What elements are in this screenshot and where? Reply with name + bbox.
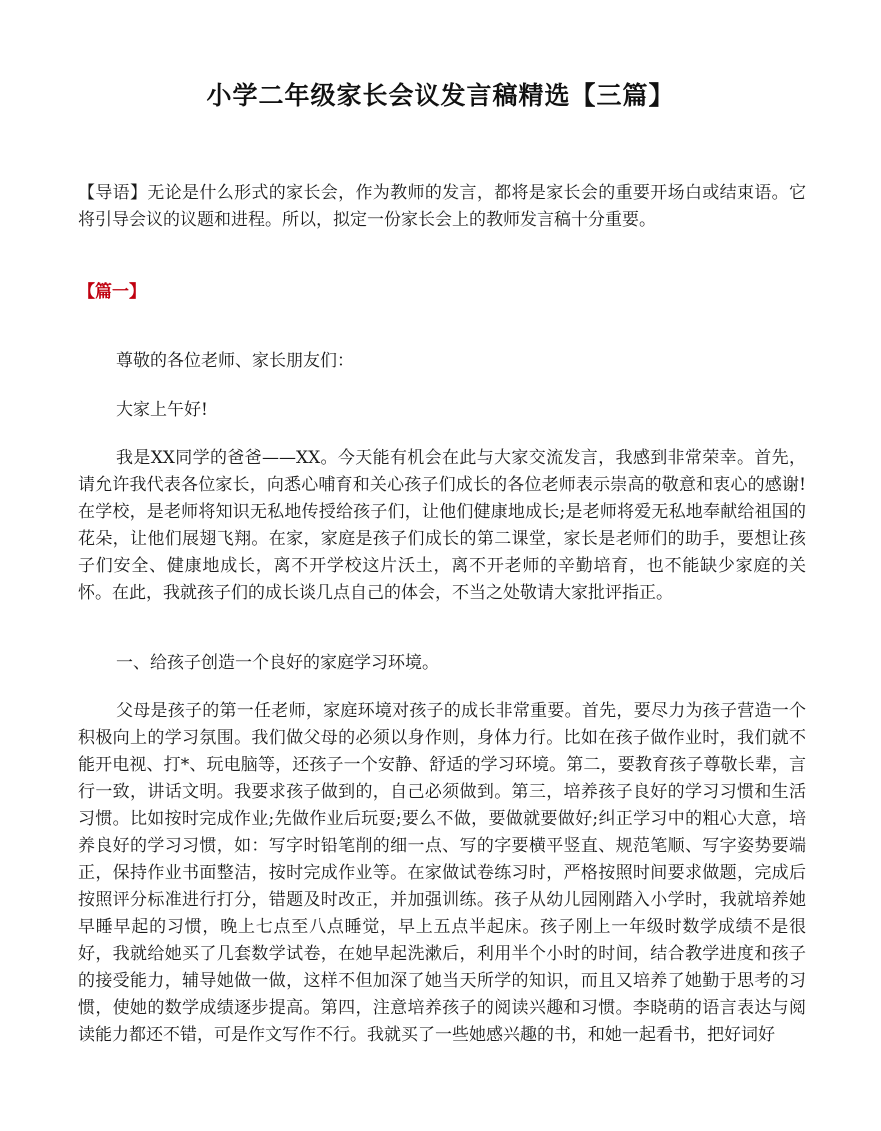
- document-title: 小学二年级家长会议发言稿精选【三篇】: [206, 81, 675, 110]
- salutation-paragraph: 大家上午好!: [116, 400, 208, 420]
- point-one-paragraph: 父母是孩子的第一任老师，家庭环境对孩子的成长非常重要。首先，要尽力为孩子营造一个积极向上的学习氛围。我们做父母的必须以身作则，身体力行。比如在孩子做作业时，我们就不能开电视、打*、玩电脑等，还孩子一个安静、舒适的学习环境。第二，要教育孩子尊敬长辈，言行一致，讲话文明。我要求孩子做到的，自己必须做到。第三，培养孩子良好的学习习惯和生活习惯。比如按时完成作业;先做作业后玩耍;要么不做，要做就要做好;纠正学习中的粗心大意，培养良好的学习习惯，如：写字时铅笔削的细一点、写的字要横平竖直、规范笔顺、写字姿势要端正，保持作业书面整洁，按时完成作业等。在家做试卷练习时，严格按照时间要求做题，完成后按照评分标准进行打分，错题及时改正，并加强训练。孩子从幼儿园刚踏入小学时，我就培养她早睡早起的习惯，晚上七点至八点睡觉，早上五点半起床。孩子刚上一年级时数学成绩不是很好，我就给她买了几套数学试卷，在她早起洗漱后，利用半个小时的时间，结合教学进度和孩子的接受能力，辅导她做一做，这样不但加深了她当天所学的知识，而且又培养了她勤于思考的习惯，使她的数学成绩逐步提高。第四，注意培养孩子的阅读兴趣和习惯。李晓萌的语言表达与阅读能力都还不错，可是作文写作不行。我就买了一些她感兴趣的书，和她一起看书，把好词好: [78, 701, 806, 1045]
- opening-paragraph: 我是XX同学的爸爸——XX。今天能有机会在此与大家交流发言，我感到非常荣幸。首先，请允许我代表各位家长，向悉心哺育和关心孩子们成长的各位老师表示崇高的敬意和衷心的感谢!在学校，是老师将知识无私地传授给孩子们，让他们健康地成长;是老师将爱无私地奉献给祖国的花朵，让他们展翅飞翔。在家，家庭是孩子们成长的第二课堂，家长是老师们的助手，要想让孩子们安全、健康地成长，离不开学校这片沃土，离不开老师的辛勤培育，也不能缺少家庭的关怀。在此，我就孩子们的成长谈几点自己的体会，不当之处敬请大家批评指正。: [78, 448, 806, 603]
- point-one-heading: 一、给孩子创造一个良好的家庭学习环境。: [116, 653, 439, 673]
- greeting-paragraph: 尊敬的各位老师、家长朋友们：: [116, 351, 354, 371]
- intro-paragraph: 【导语】无论是什么形式的家长会，作为教师的发言，都将是家长会的重要开场白或结束语。它将引导会议的议题和进程。所以，拟定一份家长会上的教师发言稿十分重要。: [78, 183, 806, 230]
- section-heading-one: 【篇一】: [78, 282, 146, 302]
